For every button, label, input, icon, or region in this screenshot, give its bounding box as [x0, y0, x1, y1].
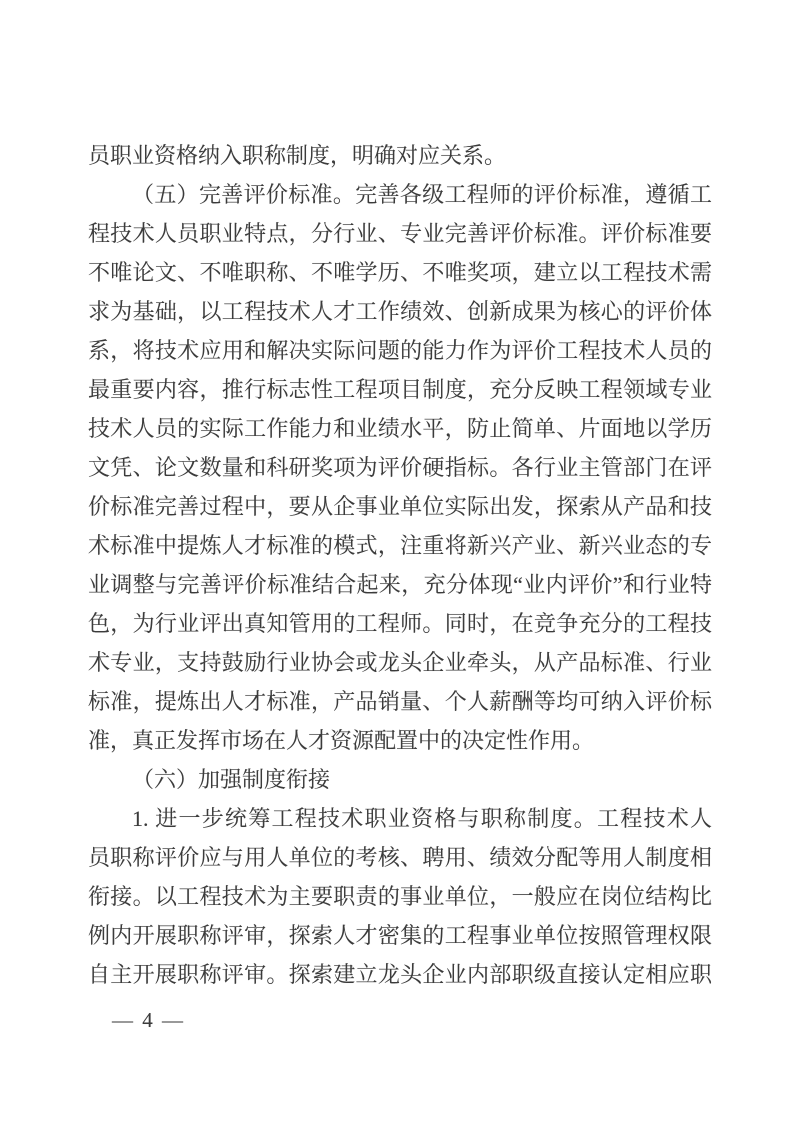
text-line: 衔接。以工程技术为主要职责的事业单位，一般应在岗位结构比	[88, 884, 712, 909]
page-number: — 4 —	[112, 1008, 185, 1032]
text-line: 技术人员的实际工作能力和业绩水平，防止简单、片面地以学历	[88, 416, 712, 441]
text-line: 员职业资格纳入职称制度，明确对应关系。	[88, 143, 507, 168]
text-line: 员职称评价应与用人单位的考核、聘用、绩效分配等用人制度相	[88, 845, 712, 870]
text-line: 术标准中提炼人才标准的模式，注重将新兴产业、新兴业态的专	[88, 533, 712, 558]
text-line: 术专业，支持鼓励行业协会或龙头企业牵头，从产品标准、行业	[88, 650, 712, 675]
text-line: 准，真正发挥市场在人才资源配置中的决定性作用。	[88, 728, 595, 753]
text-line: 色，为行业评出真知管用的工程师。同时，在竞争充分的工程技	[88, 611, 712, 636]
text-line: （五）完善评价标准。完善各级工程师的评价标准，遵循工	[132, 182, 712, 207]
text-line: 系，将技术应用和解决实际问题的能力作为评价工程技术人员的	[88, 338, 712, 363]
text-line: （六）加强制度衔接	[132, 767, 331, 792]
text-line: 1. 进一步统筹工程技术职业资格与职称制度。工程技术人	[132, 806, 712, 831]
text-line: 标准，提炼出人才标准，产品销量、个人薪酬等均可纳入评价标	[88, 689, 712, 714]
text-line: 业调整与完善评价标准结合起来，充分体现“业内评价”和行业特	[88, 572, 712, 597]
text-line: 最重要内容，推行标志性工程项目制度，充分反映工程领域专业	[88, 377, 712, 402]
text-line: 自主开展职称评审。探索建立龙头企业内部职级直接认定相应职	[88, 962, 712, 987]
text-line: 不唯论文、不唯职称、不唯学历、不唯奖项，建立以工程技术需	[88, 260, 712, 285]
text-line: 价标准完善过程中，要从企事业单位实际出发，探索从产品和技	[88, 494, 712, 519]
document-lines	[88, 136, 712, 994]
text-line: 例内开展职称评审，探索人才密集的工程事业单位按照管理权限	[88, 923, 712, 948]
text-line: 文凭、论文数量和科研奖项为评价硬指标。各行业主管部门在评	[88, 455, 712, 480]
text-line: 程技术人员职业特点，分行业、专业完善评价标准。评价标准要	[88, 221, 712, 246]
text-line: 求为基础，以工程技术人才工作绩效、创新成果为核心的评价体	[88, 299, 712, 324]
